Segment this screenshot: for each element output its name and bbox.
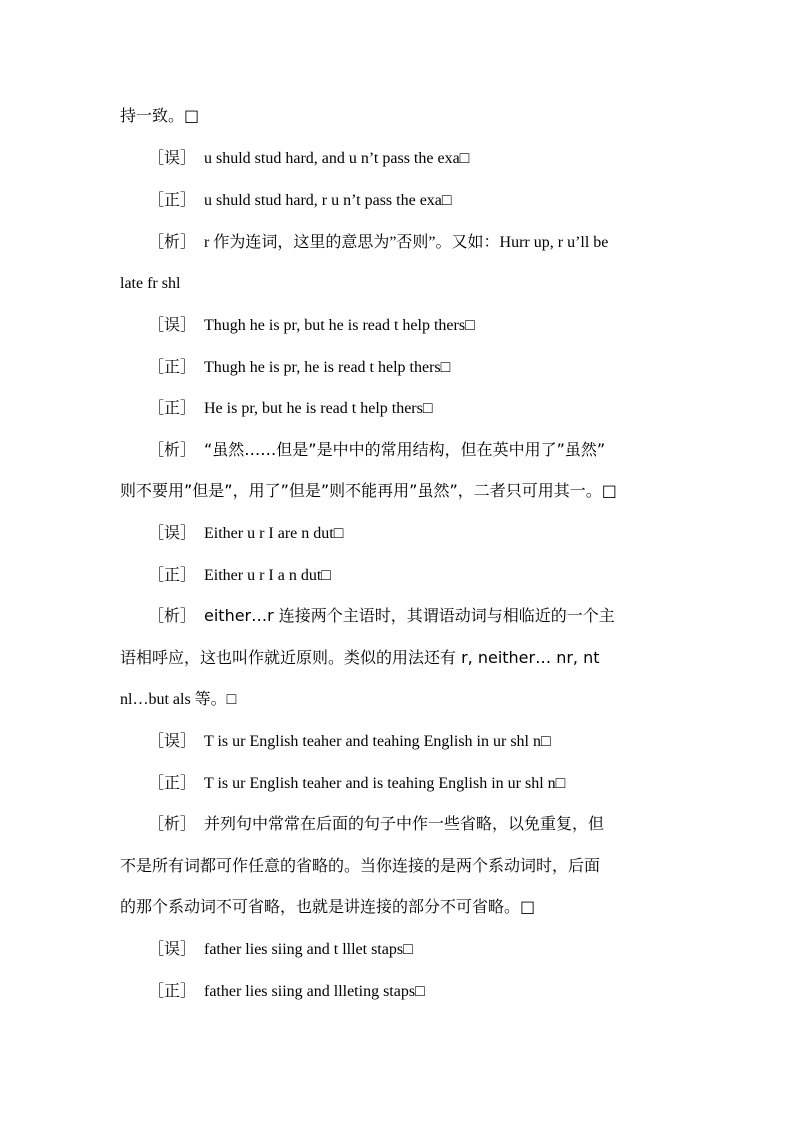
line-text: Thugh he is pr, he is read t help thers□	[204, 359, 451, 376]
text-line	[120, 101, 680, 131]
text-line	[148, 560, 680, 590]
text-line	[148, 435, 680, 465]
text-line	[148, 726, 680, 756]
text-line	[148, 934, 680, 964]
line-tag: ［析］	[148, 232, 197, 251]
line-text: nl…but als 等。□	[120, 691, 237, 708]
line-text: r 作为连词，这里的意思为”否则”。又如：Hurr up, r u’ll be	[204, 234, 609, 251]
line-text: either…r 连接两个主语时，其谓语动词与相临近的一个主	[204, 606, 615, 625]
text-line	[120, 476, 680, 506]
line-text: Thugh he is pr, but he is read t help thers□	[204, 317, 475, 334]
line-text: 语相呼应，这也叫作就近原则。类似的用法还有 r, neither… nr, nt	[120, 648, 600, 667]
line-tag: ［误］	[148, 731, 197, 750]
text-line	[120, 684, 680, 714]
line-text: He is pr, but he is read t help thers□	[204, 400, 433, 417]
line-text: u shuld stud hard, and u n’t pass the exa□	[204, 150, 470, 167]
line-tag: ［误］	[148, 315, 197, 334]
text-line	[148, 310, 680, 340]
line-text: T is ur English teaher and teahing English in ur shl n□	[204, 733, 551, 750]
line-tag: ［析］	[148, 814, 197, 833]
text-line	[148, 352, 680, 382]
text-line	[120, 268, 680, 298]
text-line	[148, 518, 680, 548]
line-tag: ［正］	[148, 357, 197, 376]
line-text: T is ur English teaher and is teahing English in ur shl n□	[204, 775, 566, 792]
line-text: 则不要用”但是”，用了”但是”则不能再用”虽然”，二者只可用其一。□	[120, 481, 617, 500]
line-text: Either u r I a n dut□	[204, 567, 331, 584]
line-text: father lies siing and t lllet staps□	[204, 941, 413, 958]
text-line	[148, 601, 680, 631]
text-line	[120, 851, 680, 881]
line-tag: ［析］	[148, 606, 197, 625]
text-line	[148, 768, 680, 798]
text-line	[148, 143, 680, 173]
line-text: u shuld stud hard, r u n’t pass the exa□	[204, 192, 452, 209]
line-tag: ［正］	[148, 773, 197, 792]
line-tag: ［误］	[148, 523, 197, 542]
line-text: father lies siing and llleting staps□	[204, 983, 425, 1000]
line-text: 持一致。□	[120, 106, 200, 125]
text-line	[120, 643, 680, 673]
text-line	[148, 227, 680, 257]
line-text: 不是所有词都可作任意的省略的。当你连接的是两个系动词时，后面	[120, 856, 601, 875]
line-text: late fr shl	[120, 275, 181, 292]
text-line	[148, 185, 680, 215]
line-tag: ［误］	[148, 148, 197, 167]
line-text: “虽然……但是”是中中的常用结构，但在英中用了”虽然”	[204, 440, 606, 459]
text-line	[148, 809, 680, 839]
line-tag: ［误］	[148, 939, 197, 958]
line-tag: ［析］	[148, 440, 197, 459]
text-line	[120, 892, 680, 922]
line-tag: ［正］	[148, 981, 197, 1000]
line-text: 并列句中常常在后面的句子中作一些省略，以免重复，但	[204, 814, 605, 833]
text-line	[148, 976, 680, 1006]
line-tag: ［正］	[148, 565, 197, 584]
line-text: Either u r I are n dut□	[204, 525, 344, 542]
line-tag: ［正］	[148, 190, 197, 209]
text-line	[148, 393, 680, 423]
line-tag: ［正］	[148, 398, 197, 417]
line-text: 的那个系动词不可省略，也就是讲连接的部分不可省略。□	[120, 897, 536, 916]
